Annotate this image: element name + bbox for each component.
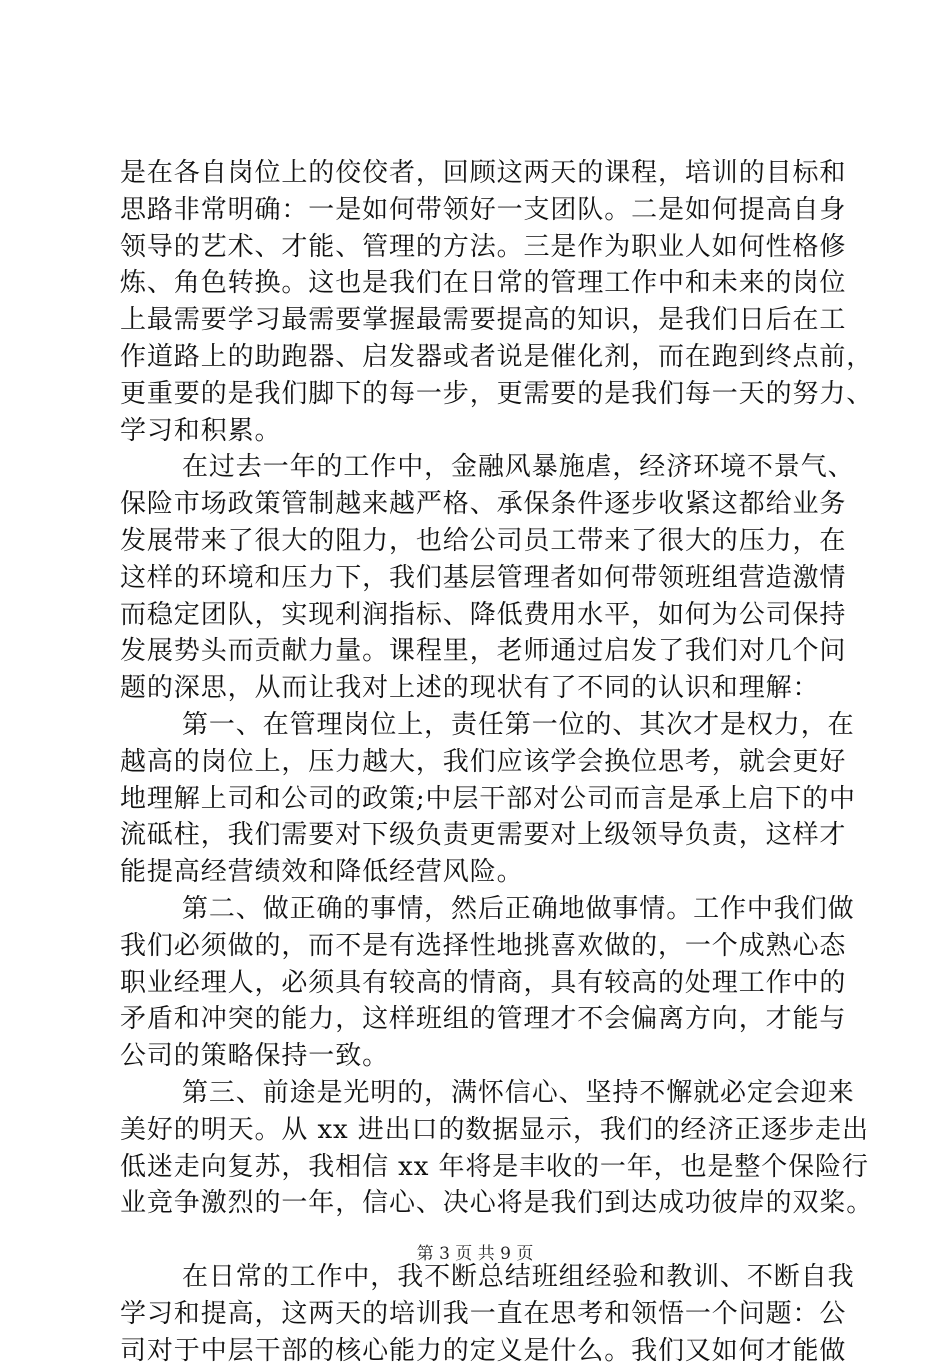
text-line: 司对于中层干部的核心能力的定义是什么。我们又如何才能做 [120, 1333, 840, 1369]
text-line: 在过去一年的工作中，金融风暴施虐，经济环境不景气、 [120, 449, 840, 486]
paragraph [120, 1075, 840, 1222]
text-line: 公司的策略保持一致。 [120, 1038, 840, 1075]
text-line: 发展势头而贡献力量。课程里，老师通过启发了我们对几个问 [120, 633, 840, 670]
paragraph [120, 155, 840, 449]
paragraph [120, 891, 840, 1075]
text-line: 第二、做正确的事情，然后正确地做事情。工作中我们做 [120, 891, 840, 928]
text-line: 上最需要学习最需要掌握最需要提高的知识，是我们日后在工 [120, 302, 840, 339]
text-line: 职业经理人，必须具有较高的情商，具有较高的处理工作中的 [120, 965, 840, 1002]
text-line: 第一、在管理岗位上，责任第一位的、其次才是权力，在 [120, 707, 840, 744]
text-line: 我们必须做的，而不是有选择性地挑喜欢做的，一个成熟心态 [120, 928, 840, 965]
paragraph [120, 707, 840, 891]
text-line: 炼、角色转换。这也是我们在日常的管理工作中和未来的岗位 [120, 265, 840, 302]
text-line: 更重要的是我们脚下的每一步，更需要的是我们每一天的努力、 [120, 376, 840, 413]
text-line: 能提高经营绩效和降低经营风险。 [120, 854, 840, 891]
text-line: 作道路上的助跑器、启发器或者说是催化剂，而在跑到终点前， [120, 339, 840, 376]
text-line: 发展带来了很大的阻力，也给公司员工带来了很大的压力，在 [120, 523, 840, 560]
text-line: 业竞争激烈的一年，信心、决心将是我们到达成功彼岸的双桨。 [120, 1185, 840, 1222]
paragraph [120, 1259, 840, 1369]
text-line: 而稳定团队，实现利润指标、降低费用水平，如何为公司保持 [120, 597, 840, 634]
text-line: 美好的明天。从 xx 进出口的数据显示，我们的经济正逐步走出 [120, 1112, 840, 1149]
text-line: 地理解上司和公司的政策;中层干部对公司而言是承上启下的中 [120, 781, 840, 818]
text-line: 低迷走向复苏，我相信 xx 年将是丰收的一年，也是整个保险行 [120, 1149, 840, 1186]
text-line: 在日常的工作中，我不断总结班组经验和教训、不断自我 [120, 1259, 840, 1296]
page-footer: 第 3 页 共 9 页 [0, 1243, 950, 1265]
text-line: 是在各自岗位上的佼佼者，回顾这两天的课程，培训的目标和 [120, 155, 840, 192]
text-line: 这样的环境和压力下，我们基层管理者如何带领班组营造激情 [120, 560, 840, 597]
text-line: 矛盾和冲突的能力，这样班组的管理才不会偏离方向，才能与 [120, 1001, 840, 1038]
document-body [120, 155, 840, 1369]
text-line: 思路非常明确：一是如何带领好一支团队。二是如何提高自身 [120, 192, 840, 229]
text-line: 保险市场政策管制越来越严格、承保条件逐步收紧这都给业务 [120, 486, 840, 523]
text-line: 越高的岗位上，压力越大，我们应该学会换位思考，就会更好 [120, 744, 840, 781]
paragraph [120, 449, 840, 707]
text-line: 学习和提高，这两天的培训我一直在思考和领悟一个问题：公 [120, 1296, 840, 1333]
text-line: 第三、前途是光明的，满怀信心、坚持不懈就必定会迎来 [120, 1075, 840, 1112]
text-line: 领导的艺术、才能、管理的方法。三是作为职业人如何性格修 [120, 229, 840, 266]
text-line: 题的深思，从而让我对上述的现状有了不同的认识和理解： [120, 670, 840, 707]
text-line: 流砥柱，我们需要对下级负责更需要对上级领导负责，这样才 [120, 817, 840, 854]
text-line: 学习和积累。 [120, 413, 840, 450]
